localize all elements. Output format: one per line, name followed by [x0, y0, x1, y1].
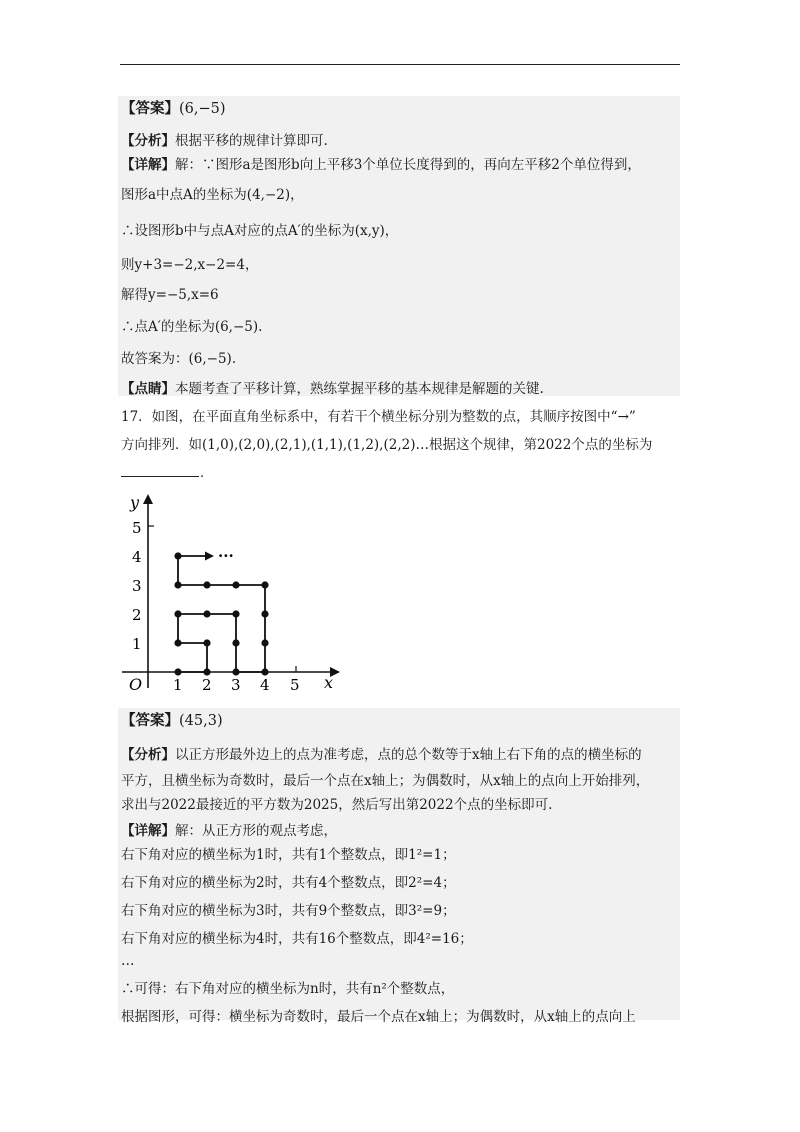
q17-answer-value: (45,3) [179, 713, 223, 729]
q17-detail-line7: ∴可得：右下角对应的横坐标为n时，共有n²个整数点， [121, 981, 455, 997]
blank-period: . [200, 466, 205, 481]
x-tick-label: 4 [260, 676, 270, 694]
q16-analysis-label: 【分析】 [121, 133, 175, 149]
point [174, 552, 181, 559]
point [203, 610, 210, 617]
spiral-figure [110, 488, 350, 698]
q17-detail-line1: 解：从正方形的观点考虑， [175, 823, 337, 839]
point [232, 639, 239, 646]
point [261, 639, 268, 646]
y-tick-label: 2 [132, 606, 142, 624]
point [232, 610, 239, 617]
point [261, 668, 268, 675]
q16-detail-line4: 则y+3=−2,x−2=4， [121, 257, 259, 273]
y-axis-label: y [130, 493, 140, 512]
x-tick-label: 5 [290, 676, 300, 694]
q16-comment [121, 380, 544, 398]
header-rule [120, 64, 680, 65]
point [174, 581, 181, 588]
q17-question-line1: 17．如图，在平面直角坐标系中，有若干个横坐标分别为整数的点，其顺序按图中“→” [121, 409, 636, 425]
x-tick-label: 3 [231, 676, 241, 694]
q17-analysis-label: 【分析】 [121, 747, 175, 763]
q16-detail-label: 【详解】 [121, 157, 175, 173]
q16-comment-text: 本题考查了平移计算，熟练掌握平移的基本规律是解题的关键. [175, 381, 544, 397]
origin-label: O [129, 675, 143, 694]
point [203, 668, 210, 675]
point [174, 639, 181, 646]
point [232, 581, 239, 588]
y-tick-label: 1 [132, 635, 142, 653]
answer-blank [121, 476, 199, 477]
q17-analysis-line2: 平方，且横坐标为奇数时，最后一个点在x轴上；为偶数时，从x轴上的点向上开始排列， [121, 773, 650, 789]
q16-analysis [121, 132, 328, 150]
y-axis-arrow [143, 494, 153, 504]
q17-detail-line3: 右下角对应的横坐标为2时，共有4个整数点，即2²=4； [121, 875, 456, 891]
q17-analysis [121, 746, 642, 764]
point [203, 639, 210, 646]
q17-analysis-line1: 以正方形最外边上的点为准考虑，点的总个数等于x轴上右下角的点的横坐标的 [175, 747, 642, 763]
y-tick-label: 5 [132, 519, 142, 537]
continuation-ellipsis: ··· [218, 547, 234, 565]
x-axis-label: x [324, 673, 334, 692]
q16-detail-line5: 解得y=−5,x=6 [121, 287, 219, 303]
q17-detail-line6: … [121, 953, 135, 969]
q16-detail-line7: 故答案为：(6,−5). [121, 351, 237, 367]
q16-analysis-text: 根据平移的规律计算即可. [175, 133, 328, 149]
q17-detail-line2: 右下角对应的横坐标为1时，共有1个整数点，即1²=1； [121, 847, 456, 863]
point [203, 581, 210, 588]
q17-question-line2: 方向排列．如(1,0),(2,0),(2,1),(1,1),(1,2),(2,2)…根据这个规律，第2022个点的坐标为 [121, 437, 653, 453]
q16-detail-line1: 解：∵图形a是图形b向上平移3个单位长度得到的，再向左平移2个单位得到， [175, 157, 641, 173]
point [174, 610, 181, 617]
q16-answer-label: 【答案】 [121, 100, 179, 117]
q17-analysis-line3: 求出与2022最接近的平方数为2025，然后写出第2022个点的坐标即可. [121, 797, 553, 813]
point [232, 668, 239, 675]
q16-comment-label: 【点睛】 [121, 381, 175, 397]
y-tick-label: 4 [132, 548, 142, 566]
spiral-path [178, 556, 265, 672]
point [261, 610, 268, 617]
point [261, 581, 268, 588]
q16-detail-line2: 图形a中点A的坐标为(4,−2)， [121, 187, 304, 203]
q17-detail [121, 822, 337, 840]
q17-detail-line4: 右下角对应的横坐标为3时，共有9个整数点，即3²=9； [121, 903, 456, 919]
point [174, 668, 181, 675]
q16-detail [121, 156, 641, 174]
q16-answer-value: (6,−5) [179, 101, 226, 117]
q16-detail-line3: ∴设图形b中与点A对应的点A′的坐标为(x,y)， [121, 223, 399, 239]
q17-detail-line5: 右下角对应的横坐标为4时，共有16个整数点，即4²=16； [121, 931, 473, 947]
direction-arrow [205, 552, 214, 561]
q16-detail-line6: ∴点A′的坐标为(6,−5). [121, 319, 263, 335]
q16-answer [121, 100, 226, 118]
x-tick-label: 1 [173, 676, 183, 694]
x-tick-label: 2 [202, 676, 212, 694]
y-tick-label: 3 [132, 577, 142, 595]
q17-answer-label: 【答案】 [121, 712, 179, 729]
q17-answer [121, 712, 223, 730]
q17-detail-line8: 根据图形，可得：横坐标为奇数时，最后一个点在x轴上；为偶数时，从x轴上的点向上 [121, 1009, 636, 1025]
q17-detail-label: 【详解】 [121, 823, 175, 839]
